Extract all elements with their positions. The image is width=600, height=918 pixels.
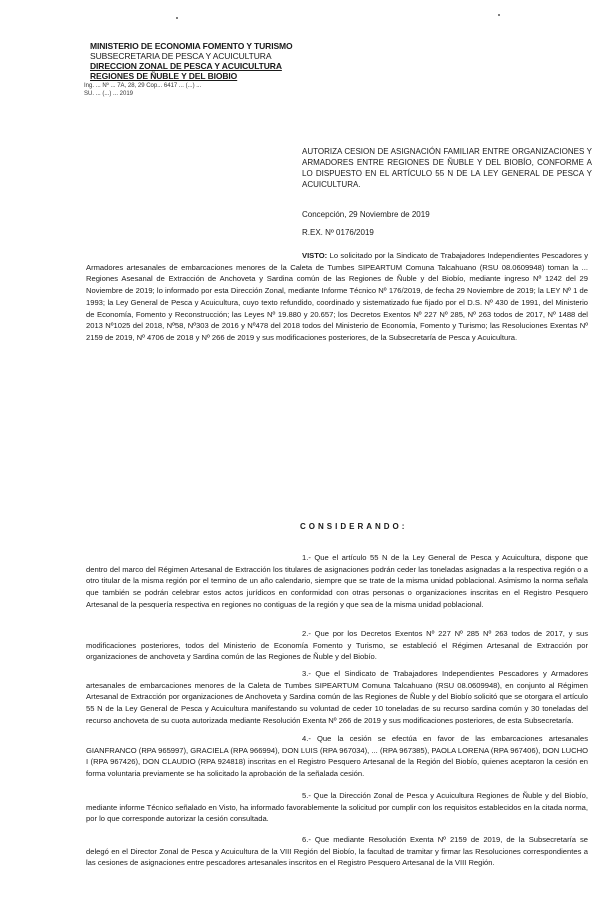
visto-lead: VISTO: bbox=[302, 251, 328, 260]
document-title: AUTORIZA CESION DE ASIGNACIÓN FAMILIAR ENTRE ORGANIZACIONES Y ARMADORES ENTRE REGIONES DE ÑUBLE Y DEL BIOBÍO, CONFORME A LO DISPUESTO EN EL ARTÍCULO 55 N DE LA LEY GENERAL DE PESCA Y ACUICULTURA. bbox=[302, 147, 592, 189]
header-contact-line: SU. ... (...) ... 2019 bbox=[84, 91, 134, 97]
scan-speck bbox=[176, 17, 178, 19]
considerando-6: 6.- Que mediante Resolución Exenta Nº 2159 de 2019, de la Subsecretaría se delegó en el Director Zonal de Pesca y Acuicultura de la VIII Región del Biobío, la facultad de tramitar y firmar las Resoluciones correspondientes a las cesiones de asignaciones entre pescadores artesanales inscritos en el Registro Pesquero Artesanal de la VIII Región. bbox=[86, 835, 588, 868]
considerando-5: 5.- Que la Dirección Zonal de Pesca y Acuicultura Regiones de Ñuble y del Biobío, mediante informe Técnico señalado en Visto, ha informado favorablemente la solicitud por cumplir con los requisitos establecidos en la citada norma, por lo que corresponde autorizar la cesión consultada. bbox=[86, 791, 588, 824]
document-date: Concepción, 29 Noviembre de 2019 bbox=[302, 210, 430, 219]
header-regiones: REGIONES DE ÑUBLE Y DEL BIOBIO bbox=[90, 71, 238, 81]
visto-text: Lo solicitado por la Sindicato de Trabajadores Independientes Pescadores y Armadores artesanales de embarcaciones menores de la Caleta de Tumbes SIPEARTUM Comuna Talcahuano (RSU 08.0609948) toman la ... Regiones Asesanal de Extracción de Anchoveta y Sardina común de las Regiones de Ñuble y del Biobío, mediante ingreso Nº 1242 del 29 Noviembre de 2019; lo informado por esta Dirección Zonal, mediante Informe Técnico Nº 176/2019, de fecha 29 Noviembre de 2019; la LEY Nº 1 de 1993; la Ley General de Pesca y Acuicultura, cuyo texto refundido, coordinado y sistematizado fue fijado por el D.S. Nº 430 de 1991, del Ministerio de Economía, Fomento y Reconstrucción; las Leyes Nº 19.880 y 20.657; los Decretos Exentos Nº 227 Nº 285, Nº 263 todos de 2017, Nº 1488 del 2013 Nº1025 del 2018, Nº58, Nº303 de 2016 y Nº478 del 2018 todos del Ministerio de Economía, Fomento y Turismo; las Resoluciones Exentas Nº 2159 de 2019, Nº 4706 de 2018 y Nº 266 de 2019 y sus modificaciones posteriores, de la Subsecretaría de Pesca y Acuicultura. bbox=[86, 251, 588, 342]
considerando-4: 4.- Que la cesión se efectúa en favor de las embarcaciones artesanales GIANFRANCO (RPA 965997), GRACIELA (RPA 966994), DON LUIS (RPA 967034), ... (RPA 967385), PAOLA LORENA (RPA 967406), DON LUCHO I (RPA 967426), DON CLAUDIO (RPA 924818) inscritas en el Registro Pesquero Artesanal de la Región del Biobío, quienes aceptaron la cesión en forma voluntaria previamente se ha solicitado la aprobación de la señalada cesión. bbox=[86, 734, 588, 779]
header-direccion-zonal: DIRECCION ZONAL DE PESCA Y ACUICULTURA bbox=[90, 61, 282, 71]
considerando-3: 3.- Que el Sindicato de Trabajadores Independientes Pescadores y Armadores artesanales de embarcaciones menores de la Caleta de Tumbes SIPEARTUM Comuna Talcahuano (RSU 08.0609948), en conjunto al Régimen Artesanal de Extracción por organizaciones de Anchoveta y Sardina común de las Regiones de Ñuble y del Biobío solicitó que se otorgara el artículo 55 N de la Ley General de Pesca y Acuicultura manifestando su voluntad de ceder 10 toneladas de su recurso sardina común y 30 toneladas del recurso anchoveta de su cuota autorizada mediante Resolución Exenta Nº 266 de 2019 y sus modificaciones posteriores, de esta Subsecretaría. bbox=[86, 669, 588, 725]
considerando-1: 1.- Que el artículo 55 N de la Ley General de Pesca y Acuicultura, dispone que dentro del marco del Régimen Artesanal de Extracción los titulares de asignaciones podrán ceder las toneladas asignadas a la respectiva región o a otro titular de la misma región por el termino de un año calendario, siempre que se trate de la misma unidad poblacional. Asimismo la norma señala que también se podrán celebrar estos actos jurídicos en conformidad con otras personas o organizaciones inscritas en el Registro Pesquero Artesanal de la pesquería respectiva en regiones no contiguas de la región y que sea de la misma unidad poblacional. bbox=[86, 553, 588, 609]
header-address-line: Ing. ... Nº ... 7A, 28, 29 Cop... 6417 ... (...) ... bbox=[84, 83, 202, 89]
scan-speck bbox=[498, 14, 500, 16]
header-ministry: MINISTERIO DE ECONOMIA FOMENTO Y TURISMO bbox=[90, 41, 293, 51]
resolution-number: R.EX. Nº 0176/2019 bbox=[302, 228, 374, 237]
considerando-2: 2.- Que por los Decretos Exentos Nº 227 Nº 285 Nº 263 todos de 2017, y sus modificaciones posteriores, todos del Ministerio de Economía Fomento y Turismo, se estableció el Régimen Artesanal de Extracción por organizaciones de anchoveta y Sardina común de las Regiones de Ñuble y del Biobío. bbox=[86, 629, 588, 662]
header-subsecretaria: SUBSECRETARIA DE PESCA Y ACUICULTURA bbox=[90, 51, 272, 61]
considerando-heading: CONSIDERANDO: bbox=[300, 522, 408, 531]
visto-paragraph bbox=[86, 250, 588, 344]
